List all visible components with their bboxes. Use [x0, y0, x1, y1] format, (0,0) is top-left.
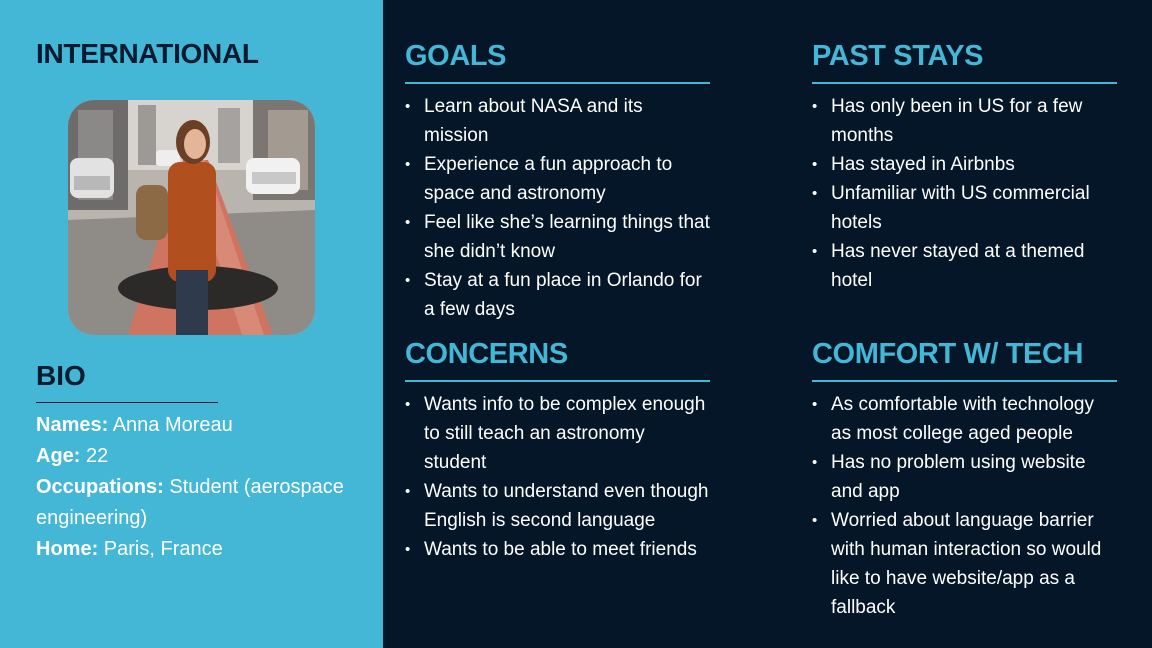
- persona-title: INTERNATIONAL: [36, 38, 259, 69]
- list-item: • Stay at a fun place in Orlando for a few days: [405, 266, 710, 324]
- bio-name-value: Anna Moreau: [108, 414, 233, 436]
- list-item: • Wants info to be complex enough to still teach an astronomy student: [405, 390, 710, 477]
- bio-home-value: Paris, France: [98, 538, 223, 560]
- past-stays-section: [812, 38, 1117, 295]
- bio-age-value: 22: [80, 445, 109, 467]
- goals-divider: [405, 82, 710, 84]
- past-stays-list: [812, 92, 1117, 295]
- list-item: • Has stayed in Airbnbs: [812, 150, 1117, 179]
- persona-photo: [68, 100, 315, 335]
- bio-home-label: Home:: [36, 538, 99, 560]
- bio-divider: [36, 402, 218, 403]
- list-item: • Learn about NASA and its mission: [405, 92, 710, 150]
- list-item: • Unfamiliar with US commercial hotels: [812, 179, 1117, 237]
- bio-occupation-value: Student (aerospace engineering): [36, 476, 344, 529]
- goals-list: [405, 92, 710, 324]
- list-item: • As comfortable with technology as most college aged people: [812, 390, 1117, 448]
- concerns-list: [405, 390, 710, 564]
- list-item: • Wants to be able to meet friends: [405, 535, 710, 564]
- bio-occupation-label: Occupations:: [36, 476, 164, 498]
- list-item: • Experience a fun approach to space and astronomy: [405, 150, 710, 208]
- comfort-tech-divider: [812, 380, 1117, 382]
- list-item: • Feel like she’s learning things that she didn’t know: [405, 208, 710, 266]
- profile-panel: [0, 0, 383, 648]
- bio-home: [36, 534, 371, 565]
- bio-age: [36, 441, 371, 472]
- bio-occupation: [36, 472, 371, 534]
- list-item: • Has no problem using website and app: [812, 448, 1117, 506]
- bio-title: BIO: [36, 360, 86, 391]
- bio-name-label: Names:: [36, 414, 109, 436]
- concerns-title: CONCERNS: [405, 338, 568, 370]
- bio-age-label: Age:: [36, 445, 81, 467]
- list-item: • Wants to understand even though English is second language: [405, 477, 710, 535]
- past-stays-title: PAST STAYS: [812, 40, 984, 72]
- bio-name: [36, 410, 371, 441]
- goals-title: GOALS: [405, 40, 507, 72]
- concerns-divider: [405, 380, 710, 382]
- comfort-tech-section: [812, 336, 1117, 622]
- goals-section: [405, 38, 710, 324]
- list-item: • Has never stayed at a themed hotel: [812, 237, 1117, 295]
- list-item: • Has only been in US for a few months: [812, 92, 1117, 150]
- concerns-section: [405, 336, 710, 564]
- list-item: • Worried about language barrier with human interaction so would like to have website/app as a fallback: [812, 506, 1117, 622]
- comfort-tech-list: [812, 390, 1117, 622]
- bio-list: [36, 410, 371, 565]
- past-stays-divider: [812, 82, 1117, 84]
- comfort-tech-title: COMFORT W/ TECH: [812, 338, 1084, 370]
